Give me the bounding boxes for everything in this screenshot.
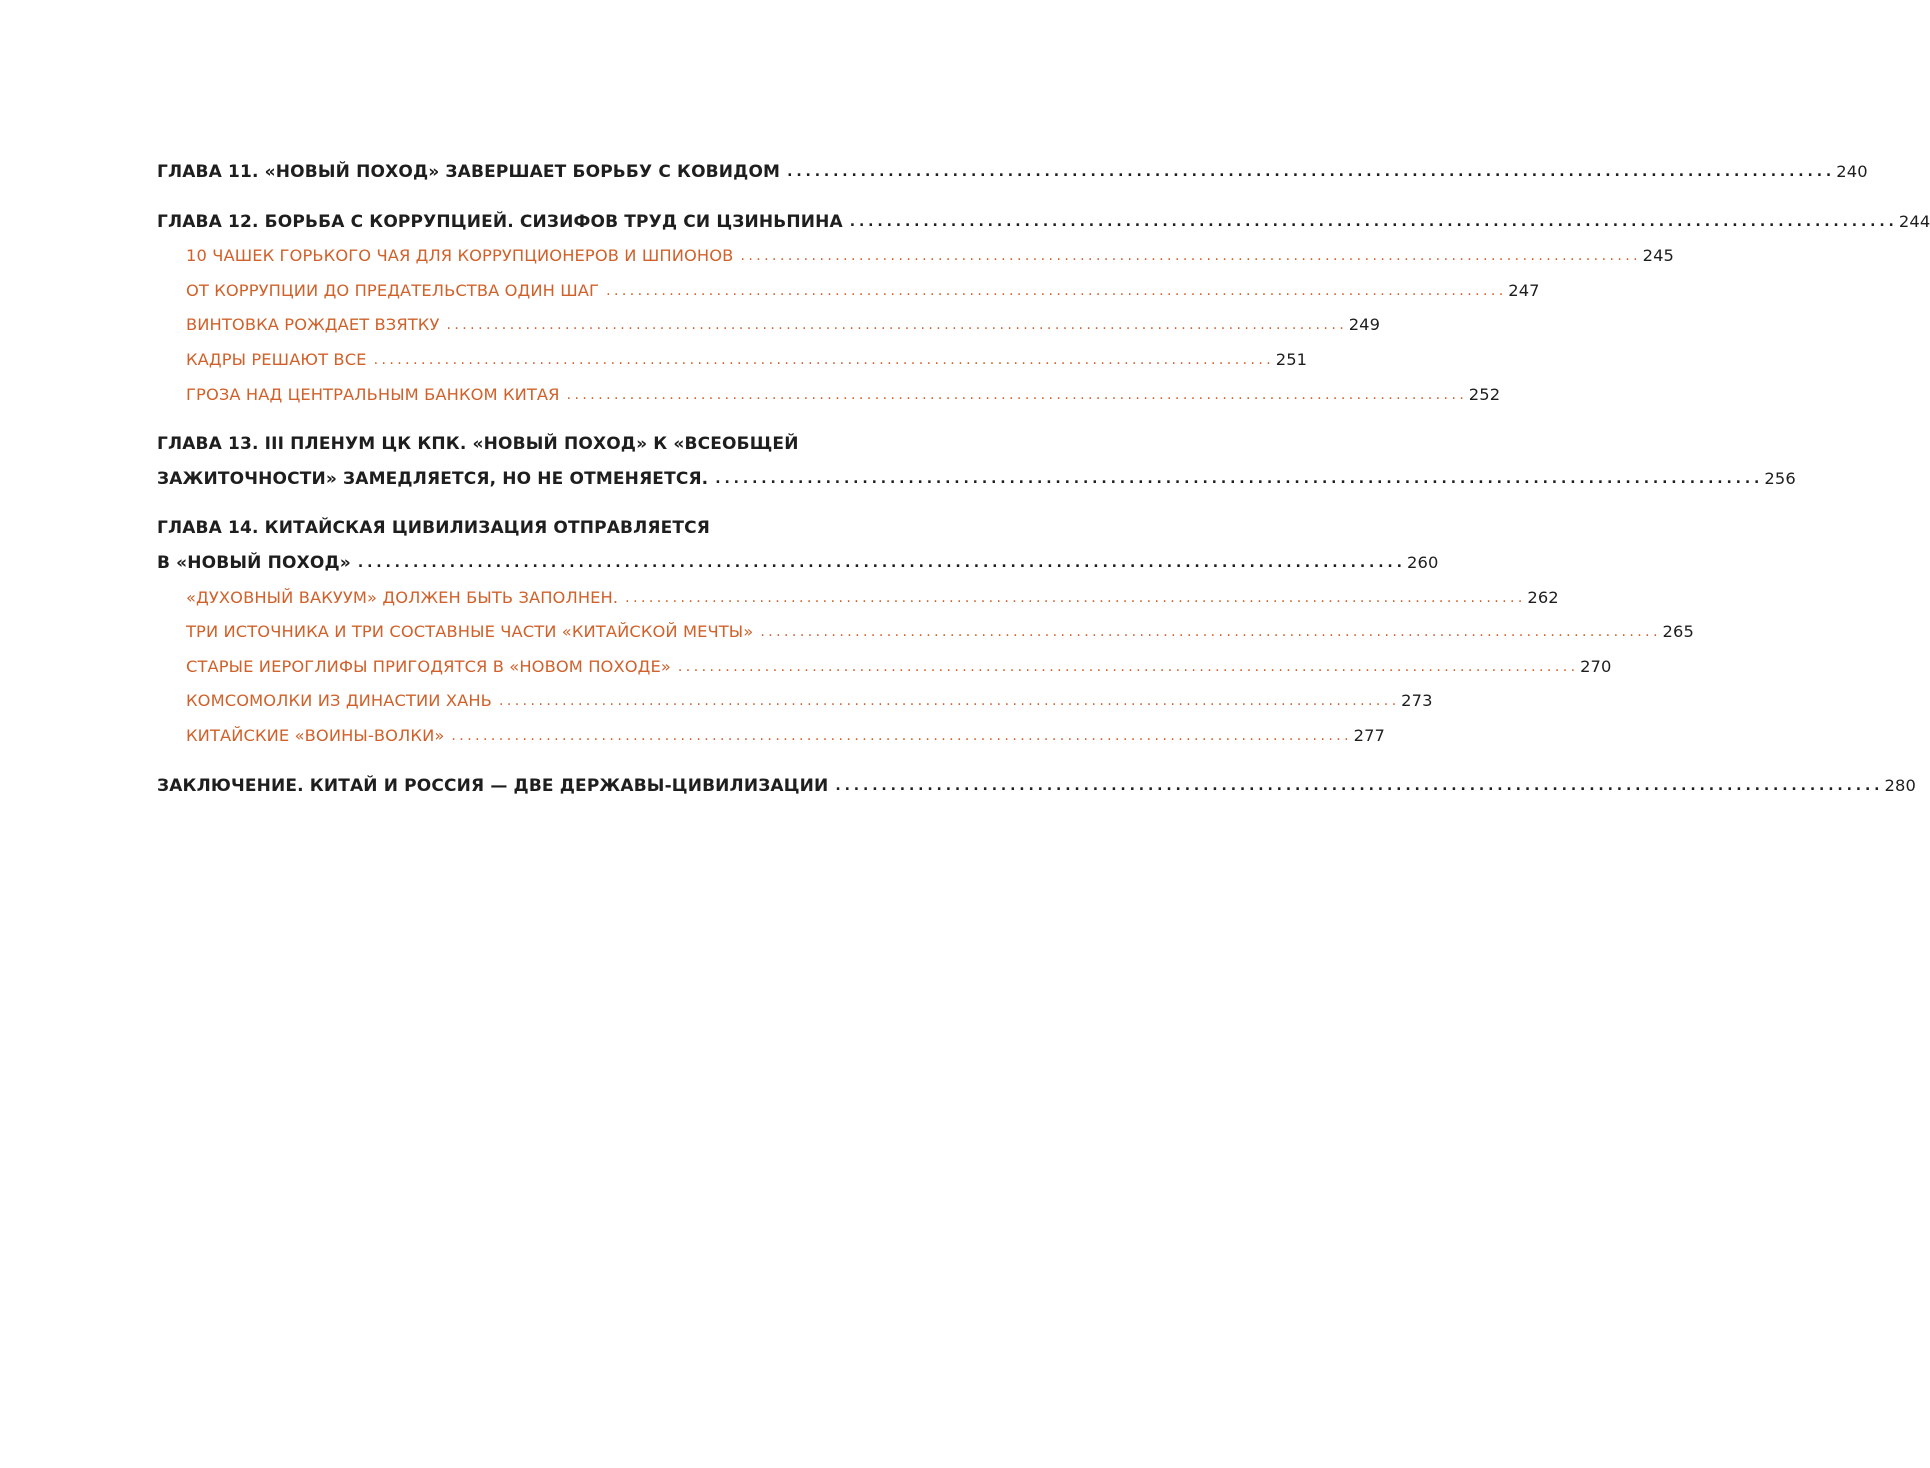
page-number: 262 [1527, 587, 1559, 607]
chapter-title-line-2: В «НОВЫЙ ПОХОД» [157, 552, 351, 573]
dot-leader [499, 684, 1396, 719]
dot-leader [740, 239, 1637, 274]
chapter-title-line-2: ЗАЖИТОЧНОСТИ» ЗАМЕДЛЯЕТСЯ, НО НЕ ОТМЕНЯЕТСЯ. [157, 468, 709, 489]
chapter-title: ГЛАВА 12. БОРЬБА С КОРРУПЦИЕЙ. СИЗИФОВ ТРУД СИ ЦЗИНЬПИНА [157, 211, 843, 232]
conclusion-title: ЗАКЛЮЧЕНИЕ. КИТАЙ И РОССИЯ — ДВЕ ДЕРЖАВЫ-ЦИВИЛИЗАЦИИ [157, 775, 829, 796]
dot-leader [625, 581, 1522, 616]
dot-leader [567, 378, 1464, 413]
page-number: 244 [1898, 211, 1930, 231]
chapter-title: ГЛАВА 11. «НОВЫЙ ПОХОД» ЗАВЕРШАЕТ БОРЬБУ С КОВИДОМ [157, 162, 781, 182]
toc-section[interactable] [157, 308, 1381, 343]
toc-section[interactable] [157, 343, 1308, 378]
dot-leader [446, 308, 1343, 343]
chapter-title-line-1: ГЛАВА 14. КИТАЙСКАЯ ЦИВИЛИЗАЦИЯ ОТПРАВЛЯЕТСЯ [157, 518, 711, 539]
page-number: 277 [1353, 725, 1385, 745]
toc-section[interactable] [157, 239, 1675, 274]
toc-chapter-11[interactable] [157, 155, 1868, 190]
dot-leader [358, 546, 1402, 581]
dot-leader [606, 274, 1503, 309]
section-title: «ДУХОВНЫЙ ВАКУУМ» ДОЛЖЕН БЫТЬ ЗАПОЛНЕН. [186, 587, 619, 607]
page-number: 240 [1836, 162, 1868, 181]
dot-leader [835, 769, 1879, 804]
page-number: 273 [1401, 691, 1433, 711]
page-number: 247 [1508, 280, 1540, 300]
dot-leader [760, 615, 1657, 650]
toc-section[interactable] [157, 650, 1612, 685]
section-title: ОТ КОРРУПЦИИ ДО ПРЕДАТЕЛЬСТВА ОДИН ШАГ [186, 280, 600, 300]
page-number: 249 [1348, 315, 1381, 335]
chapter-title-line-1: ГЛАВА 13. III ПЛЕНУМ ЦК КПК. «НОВЫЙ ПОХОД» К «ВСЕОБЩЕЙ [157, 434, 799, 455]
page-number: 280 [1884, 775, 1917, 795]
section-title: КИТАЙСКИЕ «ВОИНЫ-ВОЛКИ» [186, 725, 445, 745]
table-of-contents [157, 155, 1930, 803]
dot-leader [787, 155, 1831, 190]
dot-leader [850, 205, 1894, 240]
section-title: ВИНТОВКА РОЖДАЕТ ВЗЯТКУ [186, 315, 440, 335]
section-title: ТРИ ИСТОЧНИКА И ТРИ СОСТАВНЫЕ ЧАСТИ «КИТАЙСКОЙ МЕЧТЫ» [186, 622, 754, 642]
section-title: КОМСОМОЛКИ ИЗ ДИНАСТИИ ХАНЬ [186, 691, 492, 711]
toc-section[interactable] [157, 719, 1385, 754]
toc-section[interactable] [157, 615, 1694, 650]
page-number: 252 [1468, 384, 1501, 404]
section-title: ГРОЗА НАД ЦЕНТРАЛЬНЫМ БАНКОМ КИТАЯ [186, 384, 560, 404]
page-number: 251 [1275, 349, 1308, 369]
dot-leader [715, 462, 1759, 497]
toc-chapter-13[interactable] [157, 427, 1796, 496]
section-title: КАДРЫ РЕШАЮТ ВСЕ [186, 349, 367, 369]
dot-leader [451, 719, 1348, 754]
dot-leader [374, 343, 1271, 378]
page-number: 256 [1764, 468, 1796, 488]
toc-section[interactable] [157, 378, 1501, 413]
toc-conclusion[interactable] [157, 769, 1917, 804]
toc-section[interactable] [157, 274, 1540, 309]
toc-chapter-12[interactable] [157, 205, 1930, 240]
toc-section[interactable] [157, 684, 1433, 719]
dot-leader [678, 650, 1575, 685]
page-number: 260 [1406, 552, 1439, 572]
page-number: 245 [1642, 246, 1675, 266]
toc-chapter-14[interactable] [157, 511, 1439, 580]
section-title: 10 ЧАШЕК ГОРЬКОГО ЧАЯ ДЛЯ КОРРУПЦИОНЕРОВ И ШПИОНОВ [186, 246, 734, 266]
page-number: 270 [1580, 656, 1612, 676]
page-number: 265 [1662, 622, 1694, 642]
section-title: СТАРЫЕ ИЕРОГЛИФЫ ПРИГОДЯТСЯ В «НОВОМ ПОХОДЕ» [186, 656, 671, 676]
toc-section[interactable] [157, 581, 1559, 616]
